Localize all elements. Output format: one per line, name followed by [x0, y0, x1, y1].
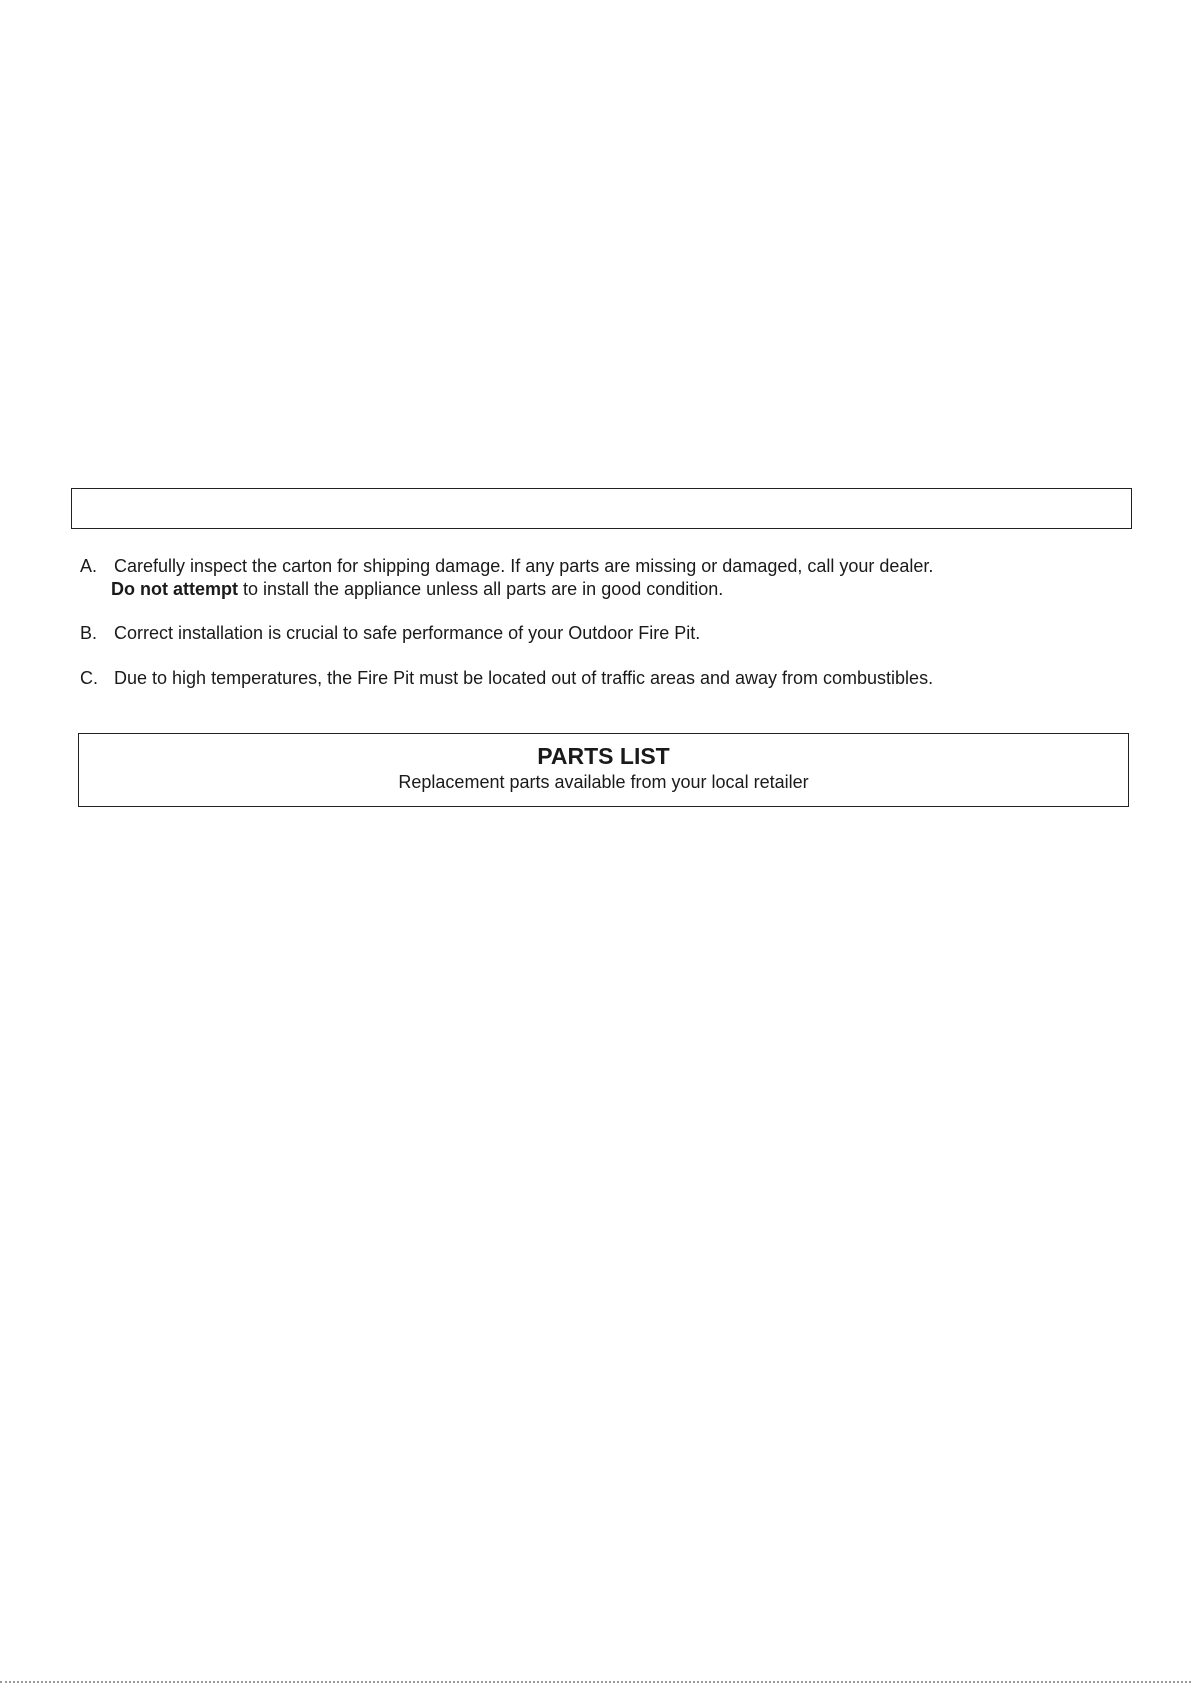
- instruction-a-continuation: [80, 578, 933, 601]
- parts-list-subtitle: Replacement parts available from your local retailer: [398, 772, 809, 792]
- instruction-a-bold: Do not attempt: [111, 579, 238, 599]
- instruction-b: [80, 622, 700, 645]
- instruction-c-letter: C.: [80, 668, 98, 688]
- instruction-c: [80, 667, 933, 690]
- empty-header-box: [71, 488, 1132, 529]
- parts-list-title: PARTS LIST: [537, 743, 670, 769]
- parts-list-box: [78, 733, 1129, 807]
- instruction-a-text: Carefully inspect the carton for shipping damage. If any parts are missing or damaged, call your dealer.: [114, 556, 934, 576]
- instruction-a-letter: A.: [80, 556, 98, 576]
- instruction-c-text: Due to high temperatures, the Fire Pit must be located out of traffic areas and away from combustibles.: [114, 668, 934, 688]
- instruction-b-letter: B.: [80, 623, 98, 643]
- instruction-b-text: Correct installation is crucial to safe performance of your Outdoor Fire Pit.: [114, 623, 701, 643]
- instruction-a: [80, 555, 933, 601]
- bottom-scan-rule: [0, 1681, 1191, 1683]
- instruction-a-continuation-text: to install the appliance unless all parts are in good condition.: [237, 579, 724, 599]
